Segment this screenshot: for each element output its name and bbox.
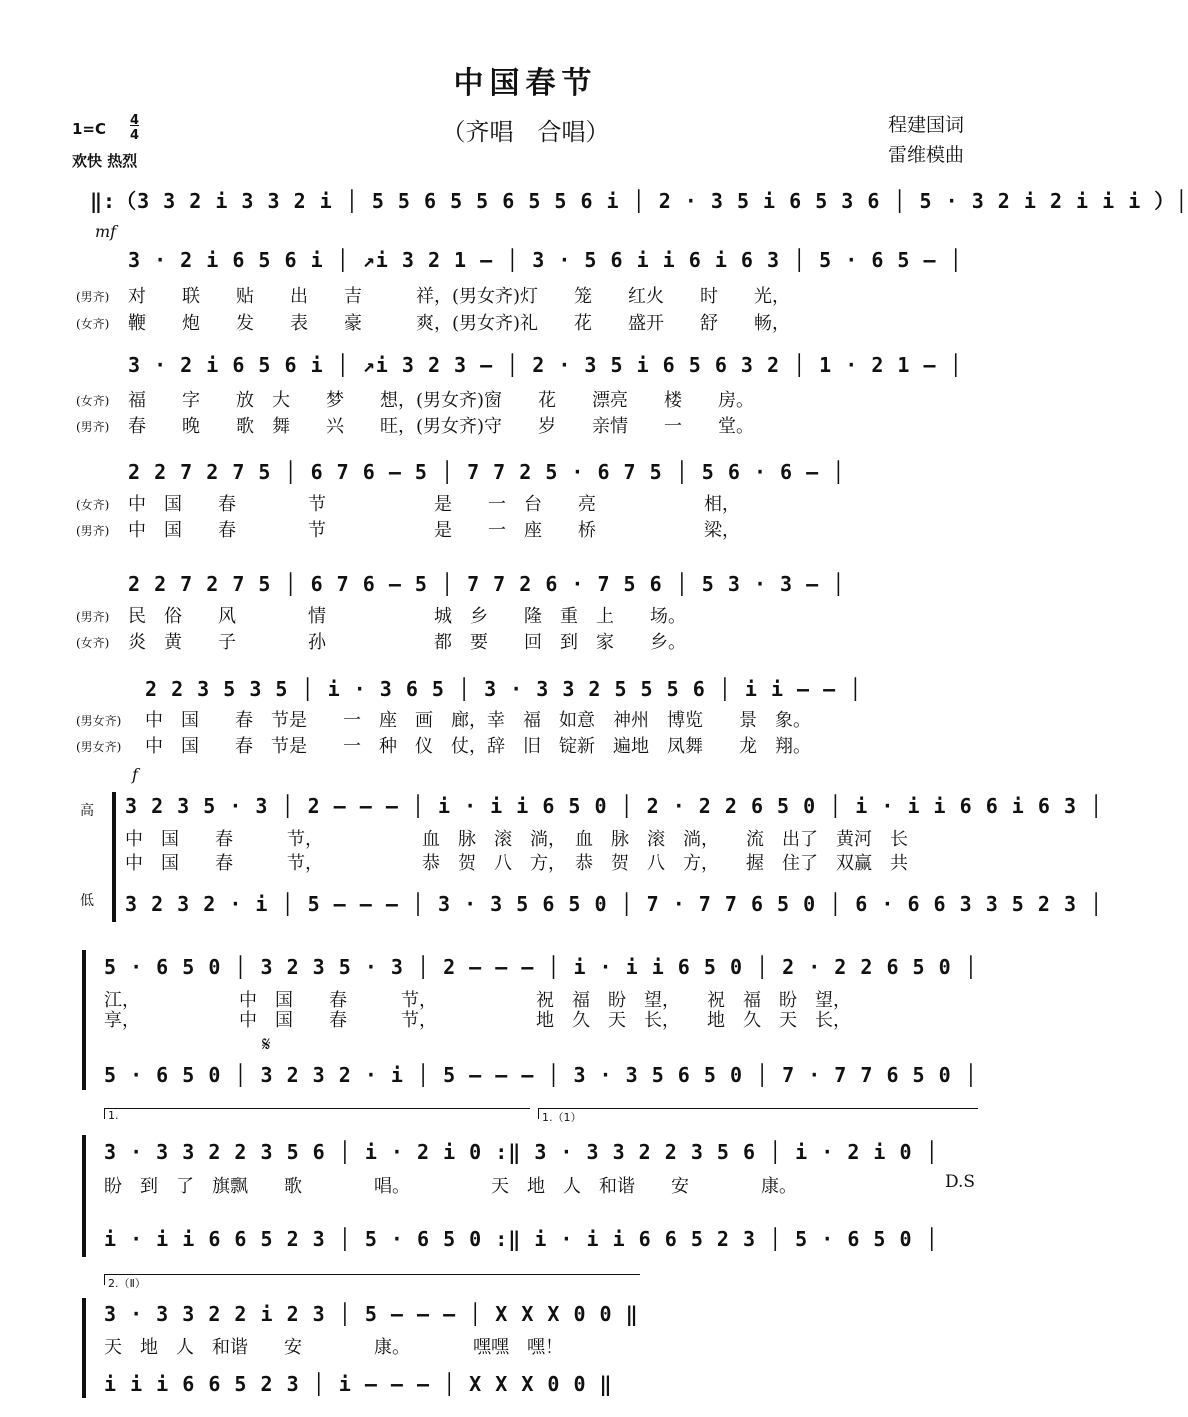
system-10-low-notes: i i i 6 6 5 2 3 │ i – – – │ X X X 0 0 ‖ bbox=[104, 1372, 613, 1396]
segno-sign: 𝄋 bbox=[262, 1032, 271, 1056]
tempo-marking: 欢快 热烈 bbox=[72, 152, 138, 170]
system-10-lyrics-1: 天 地 人 和谐 安 康。 嘿嘿 嘿！ bbox=[104, 1337, 563, 1358]
system-9-brace bbox=[82, 1135, 86, 1257]
time-signature-top: 4 bbox=[130, 113, 140, 128]
system-6-lyrics-1: 中 国 春 节是 一 座 画 廊，幸 福 如意 神州 博览 景 象。 bbox=[145, 710, 811, 731]
first-ending-bracket bbox=[104, 1108, 530, 1122]
system-3-lyrics-2: 春 晚 歌 舞 兴 旺，(男女齐)守 岁 亲情 一 堂。 bbox=[128, 416, 755, 437]
key-signature: 1=C bbox=[72, 120, 107, 138]
second-ending-bracket bbox=[104, 1274, 640, 1290]
system-7-lyrics-1: 中 国 春 节， 血 脉 滚 淌， 血 脉 滚 淌， 流 出了 黄河 长 bbox=[125, 829, 908, 850]
system-4-lyrics-1: 中 国 春 节 是 一 台 亮 相， bbox=[128, 494, 740, 515]
first-ending-repeat-bracket bbox=[538, 1108, 978, 1124]
system-5-label-1: (男齐) bbox=[76, 610, 110, 624]
system-10-high-notes: 3 · 3 3 2 2 i 2 3 │ 5 – – – │ X X X 0 0 ‖ bbox=[104, 1302, 639, 1326]
system-8-lyrics-2: 享， 中 国 春 节， 地 久 天 长， 地 久 天 长， bbox=[104, 1010, 851, 1031]
lyricist: 程建国词 bbox=[888, 114, 965, 136]
system-2-label-1: (男齐) bbox=[76, 290, 110, 304]
system-3-label-1: (女齐) bbox=[76, 394, 110, 408]
first-ending-repeat-label: 1.（1） bbox=[542, 1111, 582, 1124]
system-9-high-notes: 3 · 3 3 2 2 3 5 6 │ i · 2 i 0 :‖ 3 · 3 3 2 2 3 5 6 │ i · 2 i 0 │ bbox=[104, 1140, 939, 1164]
system-7-low-notes: 3 2 3 2 · i │ 5 – – – │ 3 · 3 5 6 5 0 │ 7 · 7 7 6 5 0 │ 6 · 6 6 3 3 5 2 3 │ bbox=[125, 892, 1104, 916]
system-8-low-notes: 5 · 6 5 0 │ 3 2 3 2 · i │ 5 – – – │ 3 · 3 5 6 5 0 │ 7 · 7 7 6 5 0 │ bbox=[104, 1063, 978, 1087]
system-1-notes: ‖:（3 3 2 i 3 3 2 i │ 5 5 6 5 5 6 5 5 6 i │ 2 · 3 5 i 6 5 3 6 │ 5 · 3 2 i 2 i i i ）│ bbox=[90, 189, 1188, 213]
second-ending-label: 2.（Ⅱ） bbox=[108, 1277, 146, 1290]
system-2-lyrics-1: 对 联 贴 出 吉 祥，(男女齐)灯 笼 红火 时 光， bbox=[128, 286, 791, 307]
time-signature-bottom: 4 bbox=[130, 128, 140, 143]
system-2-notes: 3 · 2 i 6 5 6 i │ ↗i 3 2 1 – │ 3 · 5 6 i i 6 i 6 3 │ 5 · 6 5 – │ bbox=[128, 248, 963, 272]
system-3-notes: 3 · 2 i 6 5 6 i │ ↗i 3 2 3 – │ 2 · 3 5 i 6 5 6 3 2 │ 1 · 2 1 – │ bbox=[128, 353, 963, 377]
system-2-label-2: (女齐) bbox=[76, 317, 110, 331]
system-4-label-2: (男齐) bbox=[76, 524, 110, 538]
system-7-brace bbox=[112, 792, 116, 922]
dynamic-mf: mf bbox=[95, 222, 117, 241]
system-3-label-2: (男齐) bbox=[76, 420, 110, 434]
system-5-notes: 2 2 7 2 7 5 │ 6 7 6 – 5 │ 7 7 2 6 · 7 5 6 │ 5 3 · 3 – │ bbox=[128, 572, 846, 596]
song-subtitle: （齐唱 合唱） bbox=[441, 118, 610, 146]
system-7-lyrics-2: 中 国 春 节， 恭 贺 八 方， 恭 贺 八 方， 握 住了 双赢 共 bbox=[125, 853, 908, 874]
voice-high-label: 高 bbox=[80, 803, 94, 819]
system-4-notes: 2 2 7 2 7 5 │ 6 7 6 – 5 │ 7 7 2 5 · 6 7 5 │ 5 6 · 6 – │ bbox=[128, 460, 846, 484]
system-6-label-2: (男女齐) bbox=[76, 740, 122, 754]
system-8-high-notes: 5 · 6 5 0 │ 3 2 3 5 · 3 │ 2 – – – │ i · i i 6 5 0 │ 2 · 2 2 6 5 0 │ bbox=[104, 955, 978, 979]
system-9-lyrics-1: 盼 到 了 旗飘 歌 唱。 天 地 人 和谐 安 康。 bbox=[104, 1176, 797, 1197]
system-5-lyrics-2: 炎 黄 子 孙 都 要 回 到 家 乡。 bbox=[128, 632, 686, 653]
system-6-label-1: (男女齐) bbox=[76, 714, 122, 728]
system-6-notes: 2 2 3 5 3 5 │ i · 3 6 5 │ 3 · 3 3 2 5 5 5 6 │ i i – – │ bbox=[145, 677, 863, 701]
system-8-lyrics-1: 江， 中 国 春 节， 祝 福 盼 望， 祝 福 盼 望， bbox=[104, 990, 851, 1011]
system-5-lyrics-1: 民 俗 风 情 城 乡 隆 重 上 场。 bbox=[128, 606, 686, 627]
first-ending-label: 1. bbox=[108, 1109, 119, 1122]
system-10-brace bbox=[82, 1298, 86, 1398]
dynamic-f: f bbox=[132, 765, 138, 784]
system-7-high-notes: 3 2 3 5 · 3 │ 2 – – – │ i · i i 6 5 0 │ 2 · 2 2 6 5 0 │ i · i i 6 6 i 6 3 │ bbox=[125, 794, 1104, 818]
system-6-lyrics-2: 中 国 春 节是 一 种 仪 仗，辞 旧 锭新 遍地 凤舞 龙 翔。 bbox=[145, 736, 811, 757]
song-title: 中国春节 bbox=[453, 66, 598, 101]
system-9-low-notes: i · i i 6 6 5 2 3 │ 5 · 6 5 0 :‖ i · i i 6 6 5 2 3 │ 5 · 6 5 0 │ bbox=[104, 1227, 939, 1251]
dal-segno: D.S bbox=[945, 1172, 976, 1192]
system-4-lyrics-2: 中 国 春 节 是 一 座 桥 梁， bbox=[128, 520, 740, 541]
composer: 雷维模曲 bbox=[888, 144, 965, 166]
system-4-label-1: (女齐) bbox=[76, 498, 110, 512]
system-2-lyrics-2: 鞭 炮 发 表 豪 爽，(男女齐)礼 花 盛开 舒 畅， bbox=[128, 313, 791, 334]
system-5-label-2: (女齐) bbox=[76, 636, 110, 650]
system-3-lyrics-1: 福 字 放 大 梦 想，(男女齐)窗 花 漂亮 楼 房。 bbox=[128, 390, 755, 411]
system-8-brace bbox=[82, 950, 86, 1090]
voice-low-label: 低 bbox=[80, 893, 94, 909]
